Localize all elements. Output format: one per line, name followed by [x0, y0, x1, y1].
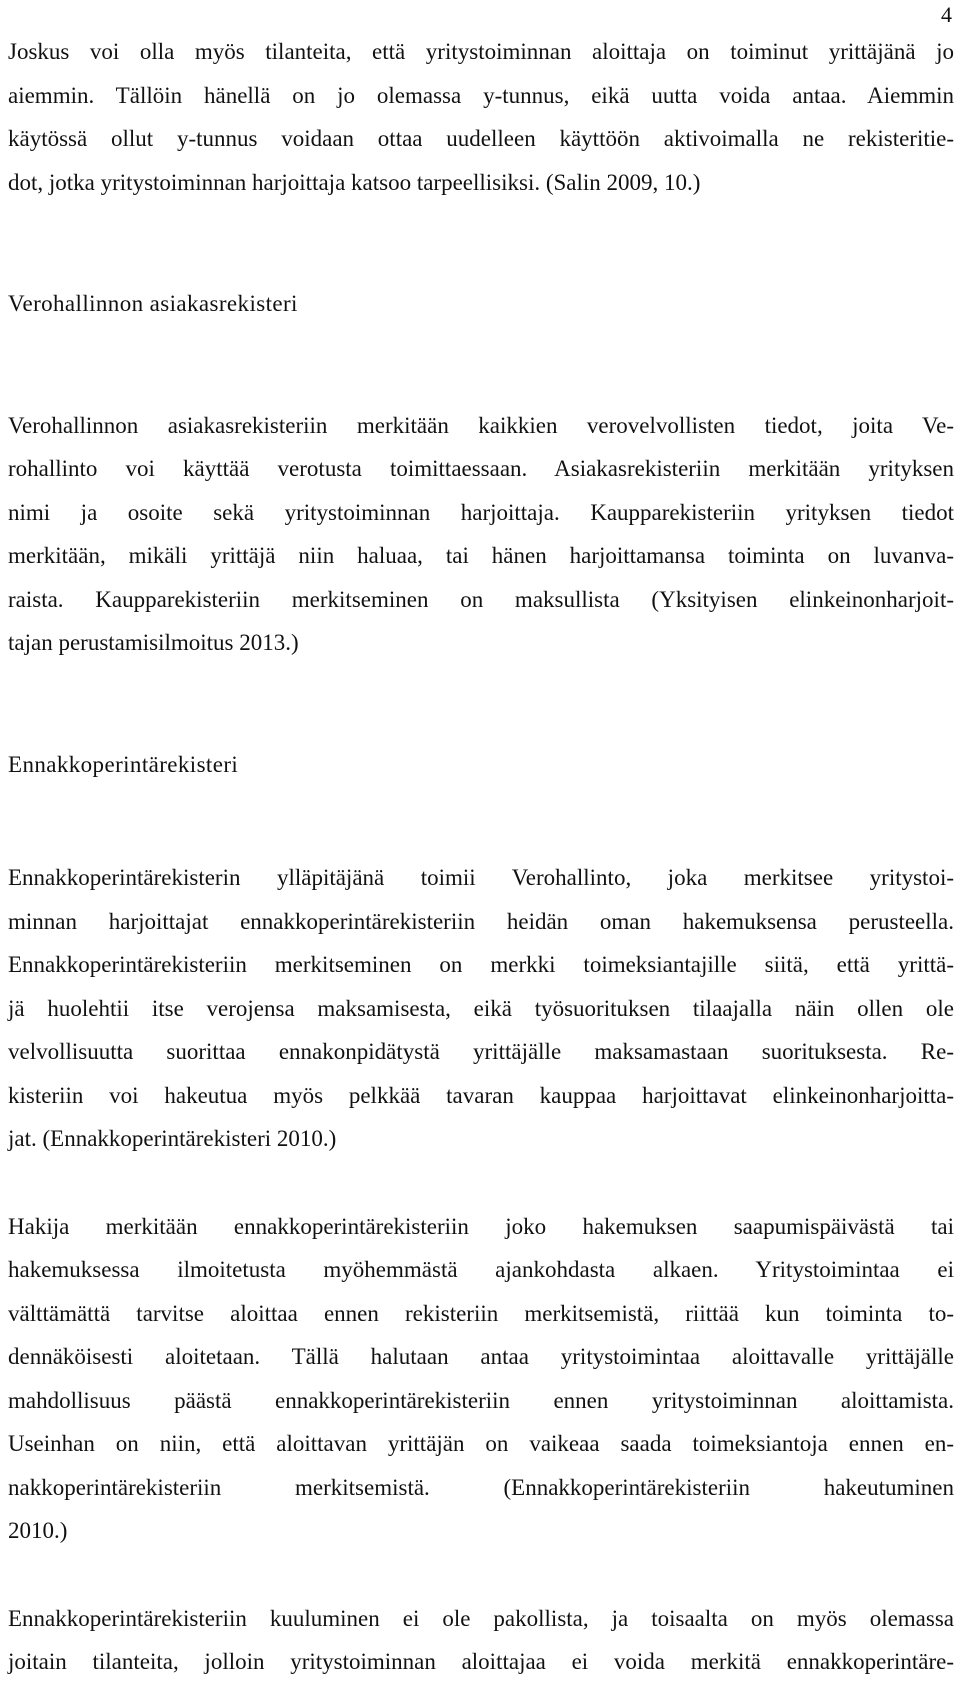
text-line: rohallinto voi käyttää verotusta toimittaessaan. Asiakasrekisteriin merkitään yrityksen — [8, 456, 954, 481]
paragraph-registration-not-mandatory — [8, 1597, 954, 1684]
text-line: minnan harjoittajat ennakkoperintärekisteriin heidän oman hakemuksensa perusteella. — [8, 908, 954, 934]
document-body — [8, 30, 954, 1684]
text-line: hakemuksessa ilmoitetusta myöhemmästä ajankohdasta alkaen. Yritystoimintaa ei — [8, 1257, 954, 1282]
text-line: Useinhan on niin, että aloittavan yrittäjän on vaikeaa saada toimeksiantoja ennen en- — [8, 1431, 954, 1456]
text-line: Ennakkoperintärekisteriin kuuluminen ei ole pakollista, ja toisaalta on myös olemassa — [8, 1605, 954, 1631]
text-line: raista. Kaupparekisteriin merkitseminen on maksullista (Yksityisen elinkeinonharjoit- — [8, 586, 954, 612]
text-line: dennäköisesti aloitetaan. Tällä halutaan antaa yritystoimintaa aloittavalle yrittäjälle — [8, 1344, 954, 1369]
text-line: merkitään, mikäli yrittäjä niin haluaa, tai hänen harjoittamansa toiminta on luvanva- — [8, 543, 954, 568]
text-line: nimi ja osoite sekä yritystoiminnan harjoittaja. Kaupparekisteriin yrityksen tiedot — [8, 499, 954, 525]
text-line: Hakija merkitään ennakkoperintärekisteriin joko hakemuksen saapumispäivästä tai — [8, 1213, 954, 1239]
text-line: tajan perustamisilmoitus 2013.) — [8, 630, 299, 655]
text-line: 2010.) — [8, 1518, 68, 1543]
text-line: joitain tilanteita, jolloin yritystoiminnan aloittajaa ei voida merkitä ennakkoperintäre- — [8, 1649, 954, 1674]
text-line: jä huolehtii itse verojensa maksamisesta, eikä työsuorituksen tilaajalla näin ollen ole — [8, 995, 954, 1021]
paragraph-prepayment-register — [8, 856, 954, 1161]
paragraph-applicant-registration — [8, 1205, 954, 1553]
text-line: Joskus voi olla myös tilanteita, että yritystoiminnan aloittaja on toiminut yrittäjänä jo — [8, 39, 954, 64]
text-line: velvollisuutta suorittaa ennakonpidätystä yrittäjälle maksamastaan suorituksesta. Re- — [8, 1039, 954, 1064]
text-line: jat. (Ennakkoperintärekisteri 2010.) — [8, 1126, 337, 1151]
text-line: nakkoperintärekisteriin merkitsemistä. (Ennakkoperintärekisteriin hakeutuminen — [8, 1474, 954, 1500]
section-heading-customer-register: Verohallinnon asiakasrekisteri — [8, 291, 298, 316]
text-line: Verohallinnon asiakasrekisteriin merkitään kaikkien verovelvollisten tiedot, joita Ve- — [8, 412, 954, 438]
text-line: välttämättä tarvitse aloittaa ennen rekisteriin merkitsemistä, riittää kun toiminta to- — [8, 1300, 954, 1326]
section-heading-prepayment-register: Ennakkoperintärekisteri — [8, 751, 239, 777]
text-line: kisteriin voi hakeutua myös pelkkää tavaran kauppaa harjoittavat elinkeinonharjoitta- — [8, 1082, 954, 1108]
text-line: Ennakkoperintärekisterin ylläpitäjänä toimii Verohallinto, joka merkitsee yritystoi- — [8, 865, 954, 890]
page-number: 4 — [941, 2, 952, 27]
text-line: Ennakkoperintärekisteriin merkitseminen on merkki toimeksiantajille siitä, että yrittä- — [8, 952, 954, 977]
text-line: dot, jotka yritystoiminnan harjoittaja katsoo tarpeellisiksi. (Salin 2009, 10.) — [8, 169, 701, 195]
text-line: käytössä ollut y-tunnus voidaan ottaa uudelleen käyttöön aktivoimalla ne rekisteritie- — [8, 126, 954, 151]
text-line: mahdollisuus päästä ennakkoperintärekisteriin ennen yritystoiminnan aloittamista. — [8, 1387, 954, 1413]
paragraph-customer-register — [8, 404, 954, 665]
text-line: aiemmin. Tällöin hänellä on jo olemassa y-tunnus, eikä uutta voida antaa. Aiemmin — [8, 82, 954, 108]
paragraph-existing-business-id — [8, 30, 954, 204]
